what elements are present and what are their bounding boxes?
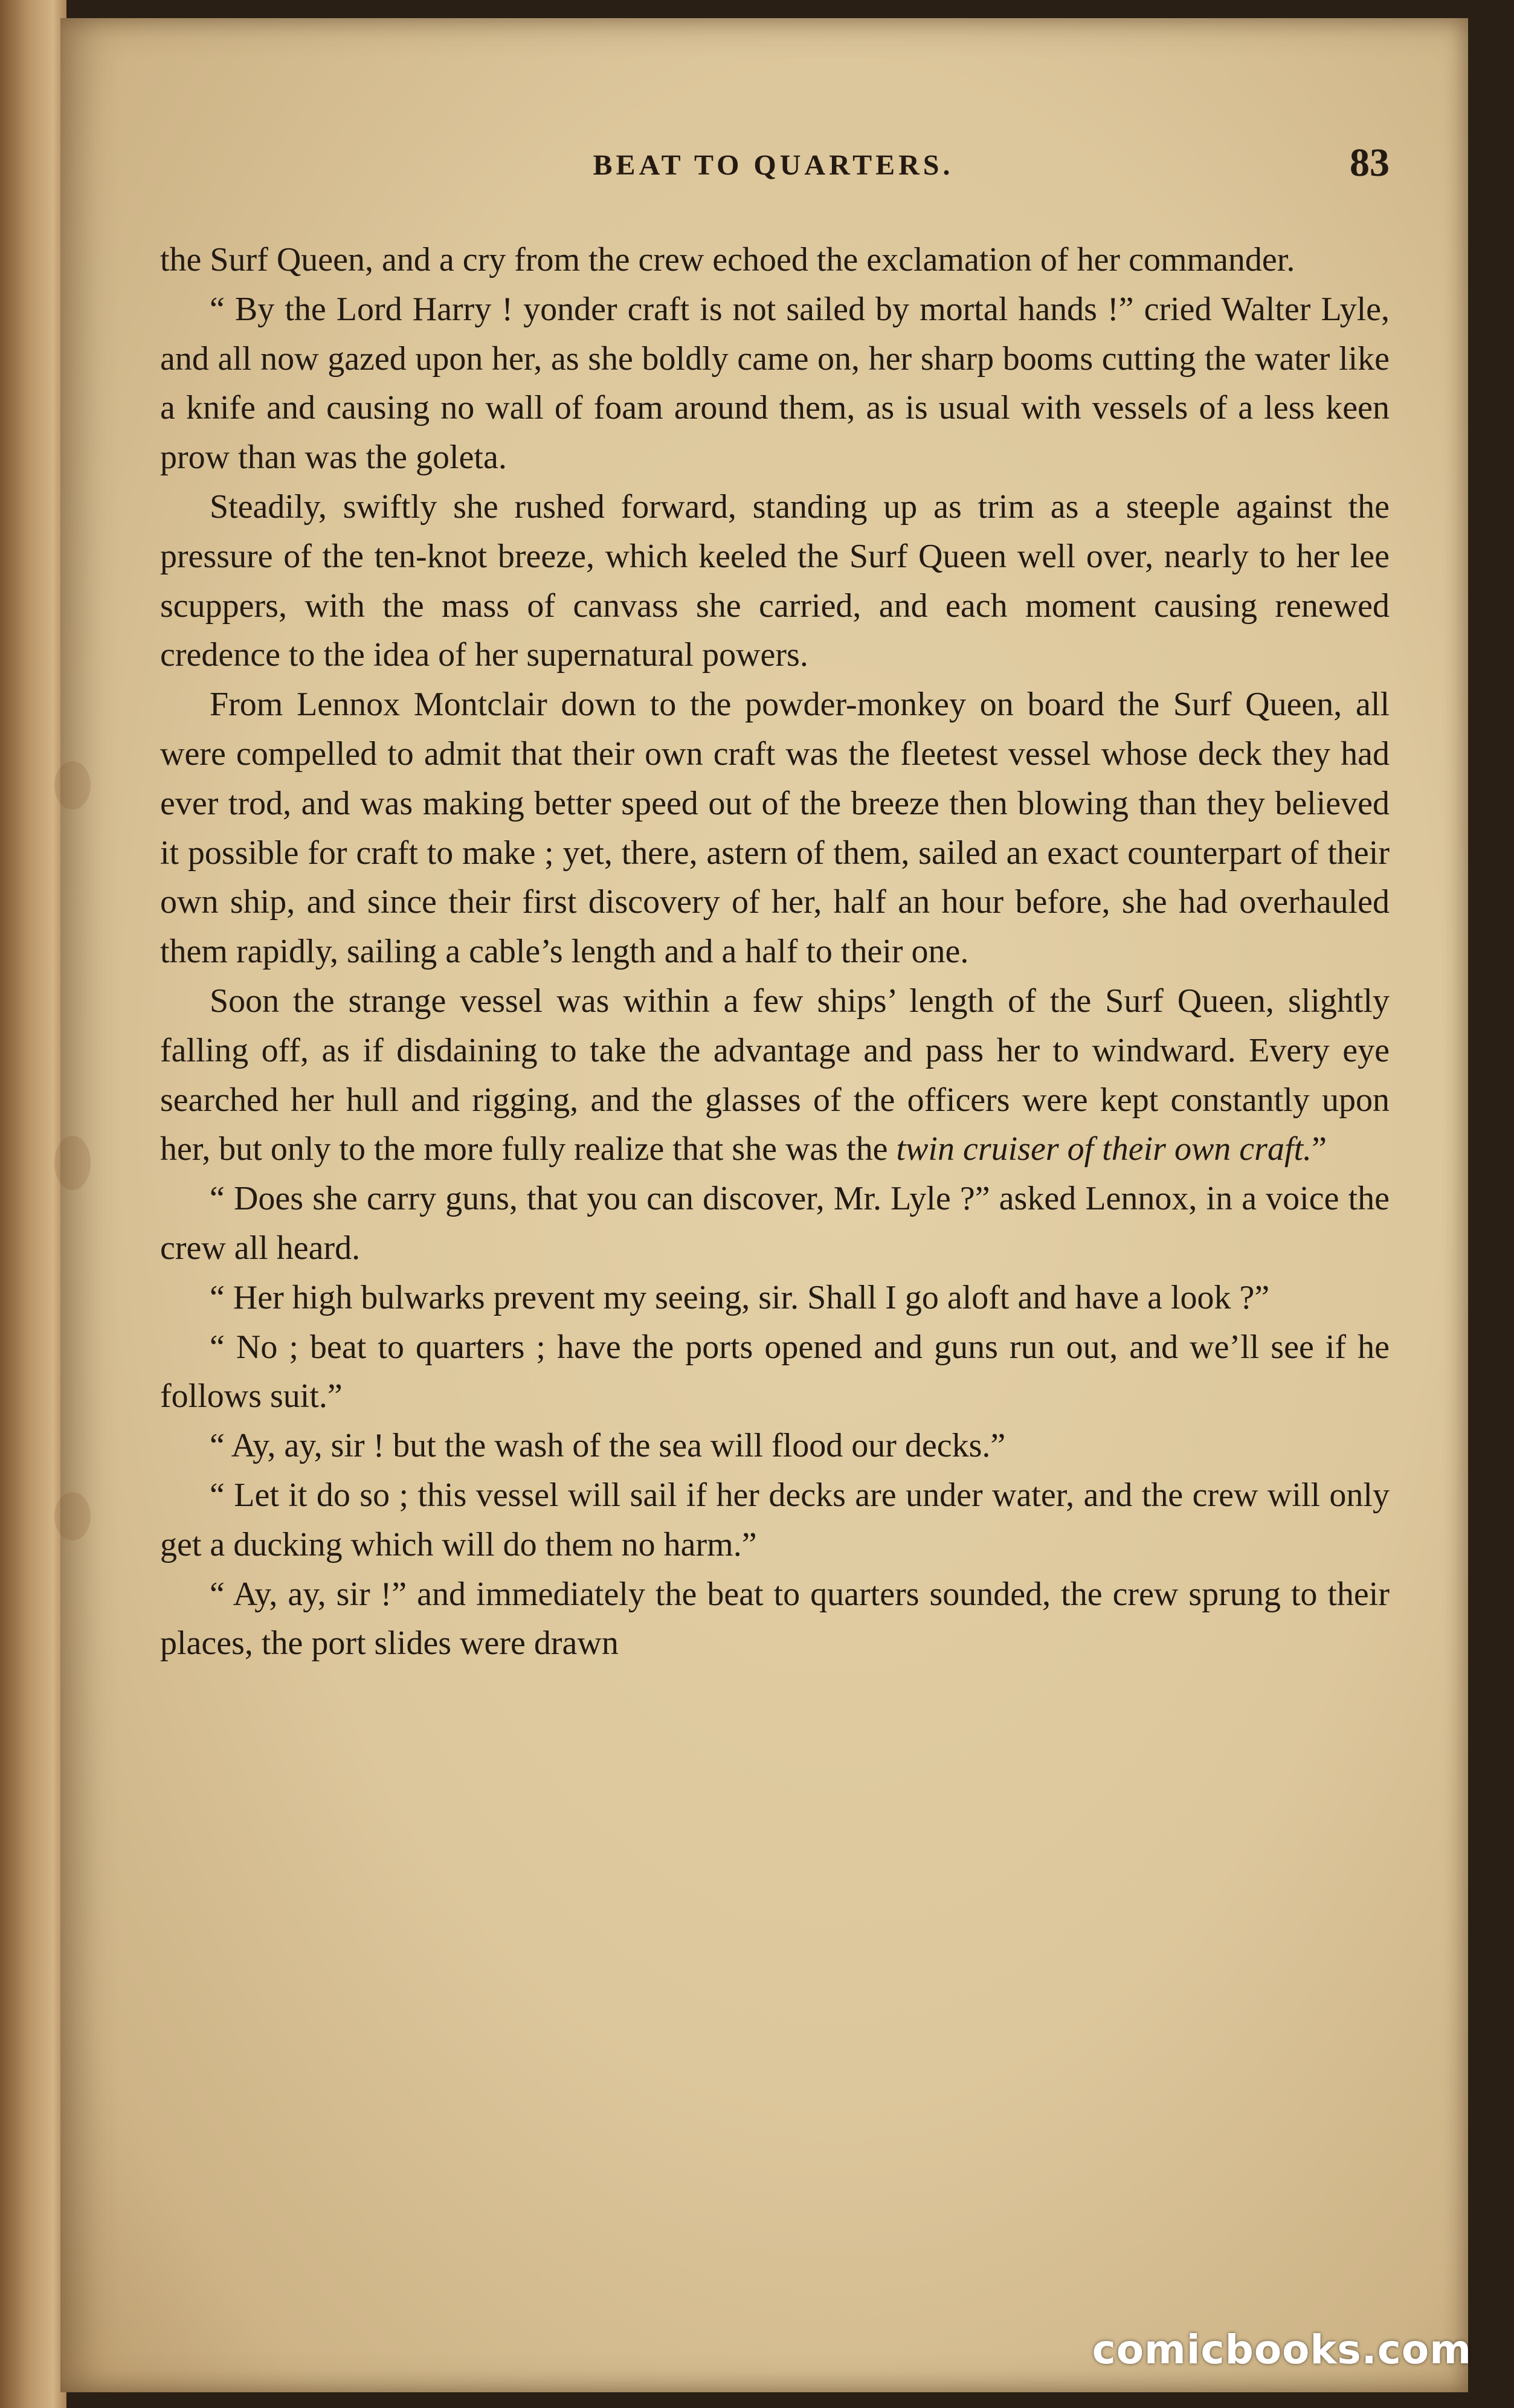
italic-text: twin cruiser of their own craft. (896, 1130, 1312, 1168)
paragraph (160, 1323, 1390, 1422)
paragraph-text: Soon the strange vessel was within a few ships’ length of the Surf Queen, slightly falling off, as if disdaining to take the advantage and pass her to windward. Every eye searched her hull and rigging, and the glasses of the officers were kept constantly upon her, but only to the more fully realize that she was the (160, 982, 1390, 1168)
paper-stain (54, 1136, 91, 1190)
paragraph-text: ” (1312, 1130, 1327, 1168)
body-text (160, 236, 1390, 1669)
paper-stain (54, 761, 91, 810)
paragraph (160, 1471, 1390, 1570)
paragraph (160, 680, 1390, 977)
paragraph-text: “ Ay, ay, sir !” and immediately the beat to quarters sounded, the crew sprung to their places, the port slides were drawn (160, 1575, 1390, 1663)
paragraph (160, 1273, 1390, 1323)
paragraph (160, 1570, 1390, 1669)
paragraph-text: Steadily, swiftly she rushed forward, standing up as trim as a steeple against the pressure of the ten-knot breeze, which keeled the Surf Queen well over, nearly to her lee scuppers, with the mass of canvass she carried, and each moment causing renewed credence to the idea of her supernatural powers. (160, 488, 1390, 674)
book-spine (0, 0, 66, 2408)
paragraph-text: “ Does she carry guns, that you can discover, Mr. Lyle ?” asked Lennox, in a voice the crew all heard. (160, 1180, 1390, 1267)
paragraph (160, 1421, 1390, 1471)
paragraph-text: “ Let it do so ; this vessel will sail if her decks are under water, and the crew will only get a ducking which will do them no harm.” (160, 1476, 1390, 1563)
watermark: comicbooks.com (1092, 2326, 1472, 2373)
paragraph-text: From Lennox Montclair down to the powder-monkey on board the Surf Queen, all were compelled to admit that their own craft was the fleetest vessel whose deck they had ever trod, and was making better speed out of the breeze then blowing than they believed it possible for craft to make ; yet, there, astern of them, sailed an exact counterpart of their own ship, and since their first discovery of her, half an hour before, she had overhauled them rapidly, sailing a cable’s length and a half to their one. (160, 686, 1390, 971)
paragraph-text: the Surf Queen, and a cry from the crew echoed the exclamation of her commander. (160, 241, 1295, 278)
book-page (60, 18, 1468, 2392)
paragraph-text: “ Her high bulwarks prevent my seeing, sir. Shall I go aloft and have a look ?” (210, 1278, 1270, 1316)
paragraph (160, 1174, 1390, 1273)
paragraph-text: “ By the Lord Harry ! yonder craft is not sailed by mortal hands !” cried Walter Lyle, and all now gazed upon her, as she boldly came on, her sharp booms cutting the water like a knife and causing no wall of foam around them, as is usual with vessels of a less keen prow than was the goleta. (160, 290, 1390, 477)
paragraph (160, 977, 1390, 1174)
paragraph (160, 236, 1390, 285)
paragraph-text: “ Ay, ay, sir ! but the wash of the sea will flood our decks.” (210, 1427, 1006, 1465)
paragraph (160, 285, 1390, 483)
page-number: 83 (1350, 141, 1390, 185)
running-title: BEAT TO QUARTERS. (593, 149, 954, 181)
paper-stain (54, 1492, 91, 1540)
paragraph-text: “ No ; beat to quarters ; have the ports opened and guns run out, and we’ll see if he follows suit.” (160, 1328, 1390, 1415)
paragraph (160, 483, 1390, 680)
page-header (157, 137, 1390, 203)
